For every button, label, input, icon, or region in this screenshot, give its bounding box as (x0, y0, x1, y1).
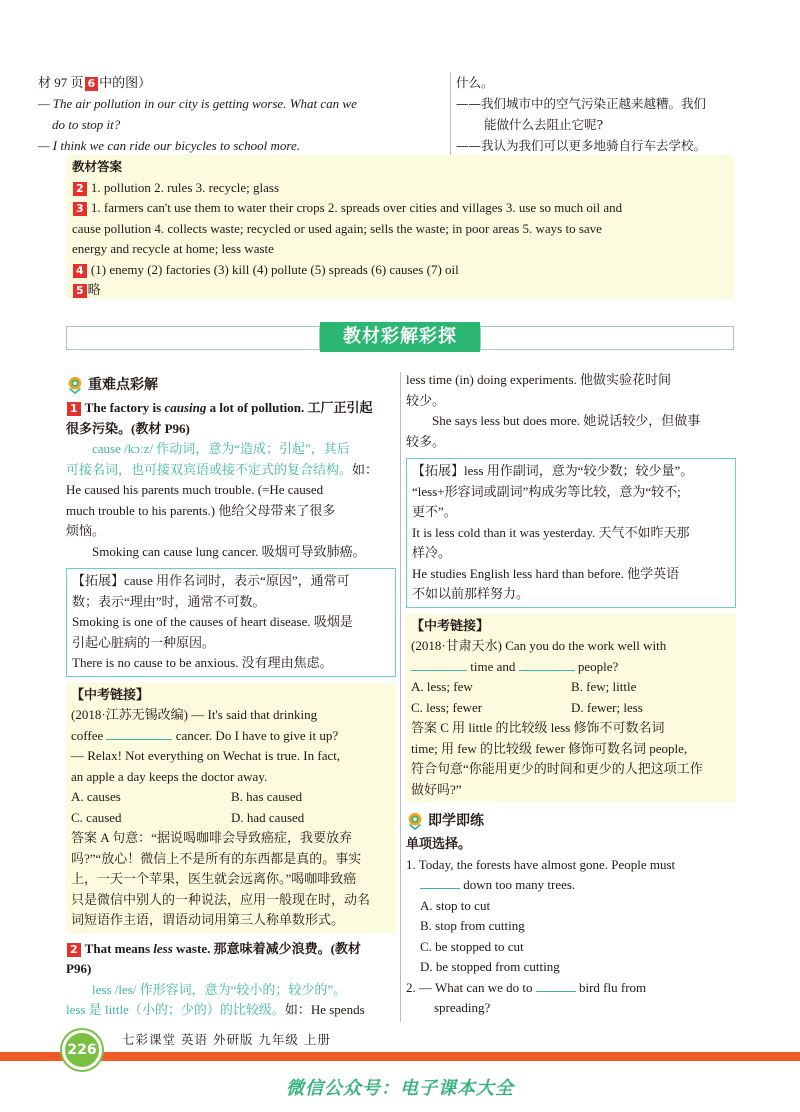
top-right-line: 什么。 (456, 75, 494, 90)
number-badge: 4 (73, 264, 87, 278)
option[interactable]: A. causes (71, 789, 121, 804)
watermark: 微信公众号：电子课本大全 (286, 1078, 514, 1099)
answer-blank[interactable] (420, 877, 460, 889)
point-1-title-cont: 很多污染。(教材 P96) (66, 420, 190, 436)
question-1: 1. Today, the forests have almost gone. People must (406, 856, 676, 872)
top-left-line-2: — The air pollution in our city is getting worse. What can we (38, 96, 357, 111)
top-right-line: ——我认为我们可以更多地骑自行车去学校。 (456, 138, 707, 153)
exam-link-title: 【中考链接】 (411, 617, 490, 633)
textbook-answers-box (66, 155, 734, 299)
point-1-example: much trouble to his parents.) 他给父母带来了很多 (66, 502, 336, 518)
answer-blank[interactable] (536, 980, 576, 992)
option[interactable]: C. less; fewer (411, 699, 483, 715)
bar-left-frame (66, 326, 320, 350)
option[interactable]: D. had caused (231, 809, 305, 825)
answer-item-5: 5 略 (72, 280, 728, 301)
point-1-explain: cause /kɔːz/ 作动词，意为“造成；引起”，其后 (92, 441, 350, 456)
answer-item-4: 4 (1) enemy (2) factories (3) kill (4) pollute (5) spreads (6) causes (7) oil (72, 260, 728, 281)
number-badge: 5 (73, 284, 87, 298)
answer-blank[interactable] (106, 728, 172, 740)
point-1-example: He caused his parents much trouble. (=He caused (66, 482, 324, 497)
answer-explanation: 答案 C 用 little 的比较级 less 修饰不可数名词 (411, 720, 665, 735)
answer-blank[interactable] (411, 659, 467, 671)
left-column (66, 372, 396, 1021)
answer-item-3-cont: cause pollution 4. collects waste; recycled or used again; sells the waste; in poor areas 5. ways to save (72, 220, 602, 236)
number-badge: 1 (67, 402, 81, 416)
options-row (411, 698, 731, 719)
number-badge: 6 (85, 77, 99, 91)
top-left-line-4: — I think we can ride our bicycles to school more. (38, 138, 300, 153)
point-2-example-2: 较多。 (406, 433, 446, 449)
point-2-title: 2 That means less waste. 那意味着减少浪费。(教材 (66, 939, 396, 960)
options-row (411, 677, 731, 698)
answer-blank[interactable] (519, 659, 575, 671)
footer-stripe (0, 1052, 800, 1061)
answer-item-2: 2 1. pollution 2. rules 3. recycle; glass (72, 178, 728, 199)
point-2-explain: less /les/ 作形容词，意为“较小的；较少的”。 (92, 981, 347, 997)
right-column: less time (in) doing experiments. 他做实验花时间 较少。 She says less but does more. 她说话较少，但做事 较多。 【拓展】less 用作副词，意为“较少数；较少量”。 “less+形容词或副词”构成劣等比较，意为“较不; 更不”。 It is less cold than it was yesterday. 天气不如昨天那 样冷。 He studies English less hard than before. 他学英语 不如以前那样努力。 【中考链接】 (2018·甘肃天水) Can you do the work well with time and people? A. less; few B. few; little C. less; fewer D. fewer; less 答案 C 用 little 的比较级 less 修饰不可数名词 time; 用 few 的比较级 fewer 修饰可数名词 people, 符合句意“你能用更少的时间和更少的人把这项工作 做好吗?” 即学即练 单项选择。 1. Today, the forests have almost gone. People must down too many trees. A. stop to cut B. stop from cutting C. be stopped to cut D. be stopped from cutting 2. — What can we do to bird flu from spreading? (406, 370, 736, 1019)
practice-heading: 即学即练 (406, 808, 736, 834)
option[interactable]: A. less; few (411, 679, 473, 694)
options-row (71, 808, 391, 829)
section-title-bar (66, 326, 734, 352)
options-row (71, 787, 391, 808)
exam-link-box-2: 【中考链接】 (2018·甘肃天水) Can you do the work well with time and people? A. less; few B. few; little C. less; fewer D. fewer; less 答案 C 用 little 的比较级 less 修饰不可数名词 time; 用 few 的比较级 fewer 修饰可数名词 people, 符合句意“你能用更少的时间和更少的人把这项工作 做好吗?” (406, 614, 736, 803)
point-2-example-2: She says less but does more. 她说话较少，但做事 (432, 413, 701, 428)
option[interactable]: C. caused (71, 809, 122, 825)
top-divider (450, 72, 451, 160)
top-right-line: 能做什么去阻止它呢? (484, 117, 604, 132)
answer-explanation: 答案 A 句意：“据说喝咖啡会导致癌症，我要放弃 (71, 830, 352, 845)
column-divider (400, 372, 401, 1022)
option[interactable]: A. stop to cut (420, 897, 491, 913)
point-2-example: 较少。 (406, 392, 446, 408)
option[interactable]: C. be stopped to cut (420, 938, 524, 954)
bar-right-frame (480, 326, 734, 350)
exam-link-box-1: 【中考链接】 (2018·江苏无锡改编) — It's said that drinking coffee cancer. Do I have to give it up? — Relax! Not everything on Wechat is true. In fact, an apple a day keeps the doctor away. A. causes B. has caused C. caused D. had caused 答案 A 句意：“据说喝咖啡会导致癌症，我要放弃 吗?”“放心！微信上不是所有的东西都是真的。事实 上，一天一个苹果，医生就会远离你。”喝咖啡致癌 只是微信中别人的一种说法，应用一般现在时，动名 词短语作主语，谓语动词用第三人称单数形式。 (66, 683, 396, 933)
question-2: 2. — What can we do to bird flu from (406, 979, 647, 995)
top-right-column (456, 72, 776, 156)
extension-box-2: 【拓展】less 用作副词，意为“较少数；较少量”。 “less+形容词或副词”构成劣等比较，意为“较不; 更不”。 It is less cold than it was yesterday. 天气不如昨天那 样冷。 He studies English less hard than before. 他学英语 不如以前那样努力。 (406, 458, 736, 608)
option[interactable]: B. few; little (571, 679, 637, 694)
answer-item-3-cont: energy and recycle at home; less waste (72, 241, 274, 256)
answer-item-3: 3 1. farmers can't use them to water their crops 2. spreads over cities and villages 3. use so much oil and (72, 198, 728, 219)
top-left-column (38, 72, 446, 156)
page-number: 226 (62, 1030, 102, 1070)
top-right-line: ——我们城市中的空气污染正越来越糟。我们 (456, 96, 707, 111)
location-pin-icon (66, 376, 84, 394)
point-1-example: 烦恼。 (66, 523, 106, 538)
option[interactable]: D. fewer; less (571, 699, 643, 715)
point-2-example: less time (in) doing experiments. 他做实验花时间 (406, 372, 672, 387)
section-title: 教材彩解彩探 (320, 322, 480, 352)
extension-box-1: 【拓展】cause 用作名词时，表示“原因”，通常可 数；表示“理由”时，通常不可数。 Smoking is one of the causes of heart disease. 吸烟是 引起心脏病的一种原因。 There is no cause to be anxious. 没有理由焦虑。 (66, 568, 396, 677)
point-2-title-cont: P96) (66, 961, 92, 976)
book-info: 七彩课堂 英语 外研版 九年级 上册 (122, 1032, 331, 1047)
exam-link-title: 【中考链接】 (71, 686, 150, 702)
number-badge: 2 (67, 943, 81, 957)
top-left-line-3: do to stop it? (52, 117, 121, 132)
answers-title: 教材答案 (72, 159, 123, 174)
practice-instructions: 单项选择。 (406, 836, 472, 851)
key-points-heading: 重难点彩解 (66, 372, 396, 398)
option[interactable]: B. stop from cutting (420, 918, 525, 933)
question-2-cont: spreading? (434, 1000, 491, 1015)
point-1-title: 1 The factory is causing a lot of pollution. 工厂正引起 (66, 398, 396, 419)
option[interactable]: D. be stopped from cutting (420, 959, 560, 974)
top-left-line-1: 材 97 页 6 中的图） (38, 75, 152, 90)
option[interactable]: B. has caused (231, 789, 303, 804)
location-pin-icon (406, 812, 424, 830)
number-badge: 2 (73, 182, 87, 196)
point-1-explain-cont: 可接名词，也可接双宾语或接不定式的复合结构。如： (66, 461, 379, 477)
point-2-explain-cont: less 是 little（小的；少的）的比较级。如：He spends (66, 1002, 365, 1017)
number-badge: 3 (73, 202, 87, 216)
point-1-example-2: Smoking can cause lung cancer. 吸烟可导致肺癌。 (92, 543, 366, 559)
